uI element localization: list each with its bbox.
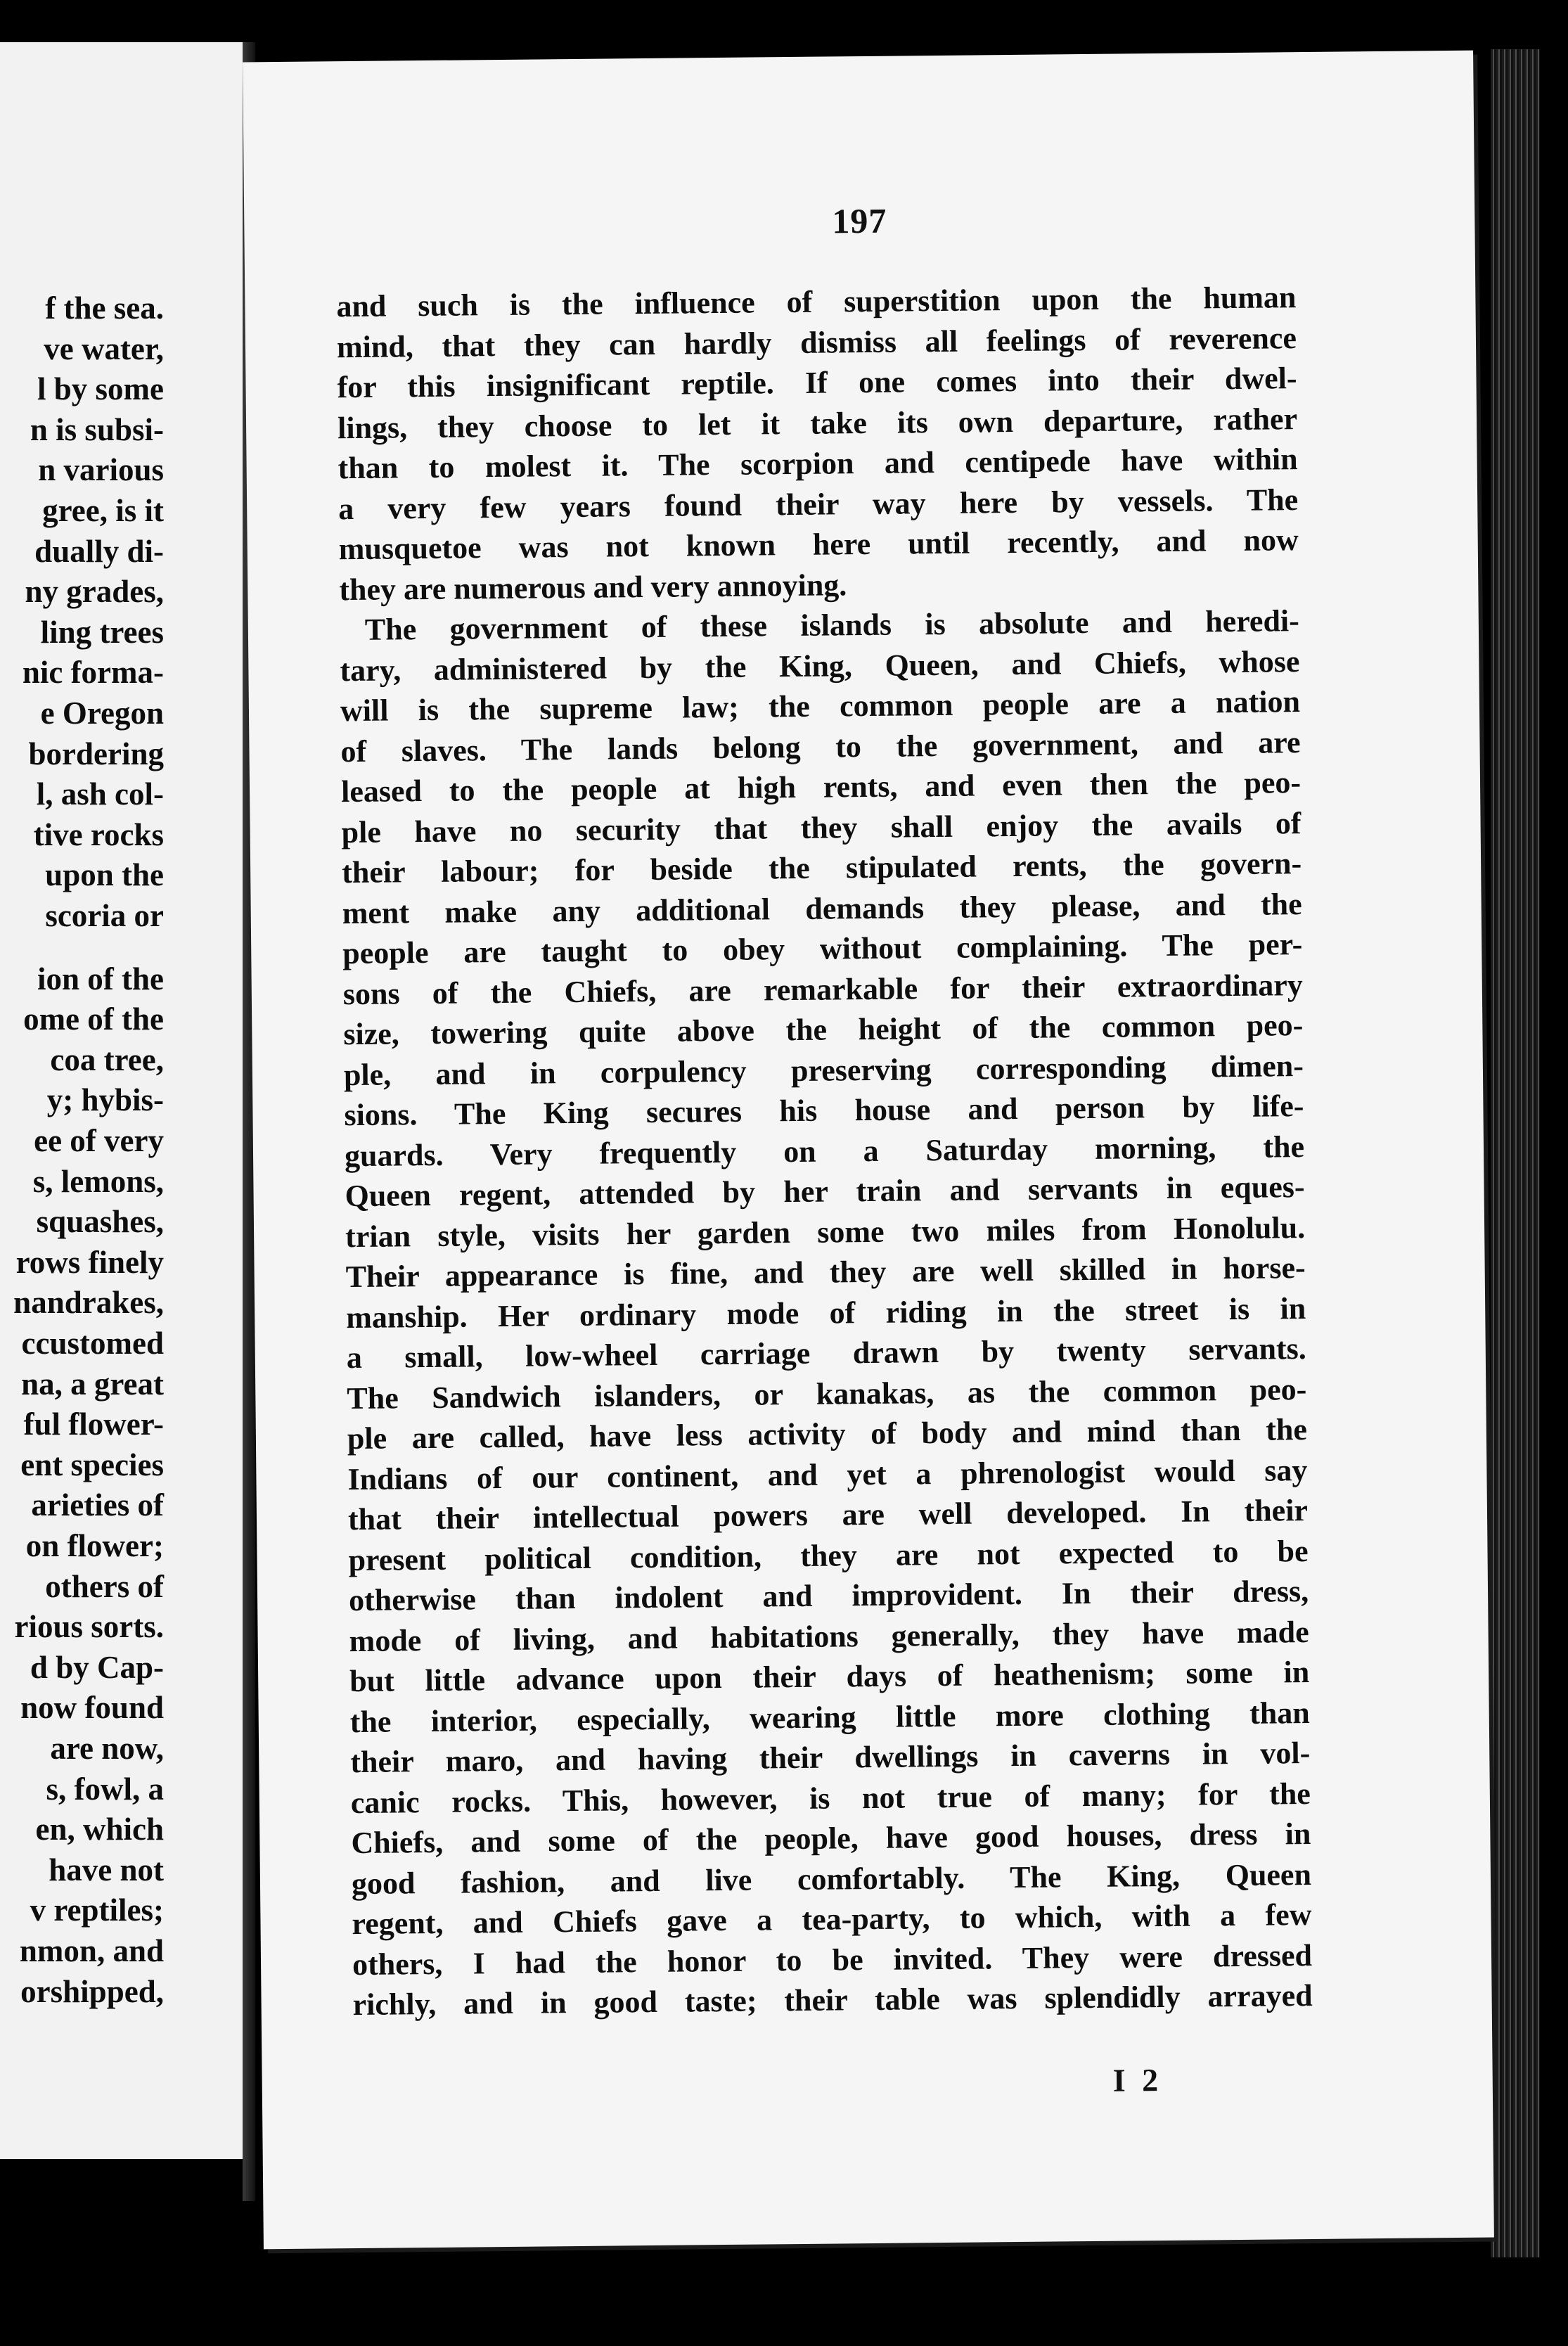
left-page-line: v reptiles;	[30, 1892, 164, 1928]
left-page-line: ve water,	[44, 331, 164, 366]
left-page-line: ny grades,	[25, 574, 164, 610]
left-page-line: s, lemons,	[32, 1163, 164, 1199]
text-line: mode of living, and habitations generally, they have made	[349, 1614, 1309, 1658]
page-edge-stack	[1491, 49, 1540, 2257]
text-line: lings, they choose to let it take its own departure, rather	[337, 401, 1298, 445]
left-page-line: e Oregon	[40, 696, 164, 731]
text-line: Chiefs, and some of the people, have good houses, dress in	[351, 1816, 1311, 1861]
left-page-line: d by Cap-	[30, 1649, 164, 1685]
text-line: people are taught to obey without complaining. The per-	[342, 927, 1303, 971]
left-page-line: ccustomed	[21, 1326, 164, 1361]
left-page	[0, 42, 245, 2159]
left-page-line: orshipped,	[20, 1973, 164, 2009]
text-line: manship. Her ordinary mode of riding in the street is in	[346, 1290, 1306, 1335]
text-line: ple have no security that they shall enjoy the avails of	[341, 805, 1302, 850]
text-line: size, towering quite above the height of the common peo-	[343, 1008, 1304, 1052]
left-page-line: ee of very	[34, 1123, 164, 1158]
left-page-line: n various	[38, 452, 164, 488]
text-line: a very few years found their way here by vessels. The	[338, 482, 1299, 526]
text-line: their maro, and having their dwellings in caverns in vol-	[350, 1736, 1311, 1780]
left-page-line: have not	[49, 1852, 164, 1887]
left-page-line: upon the	[45, 857, 164, 893]
text-line: guards. Very frequently on a Saturday morning, the	[344, 1129, 1305, 1173]
text-line: leased to the people at high rents, and even then the peo-	[340, 765, 1302, 809]
left-page-line: others of	[45, 1568, 164, 1604]
page-number: 197	[832, 200, 887, 241]
text-line: mind, that they can hardly dismiss all feelings of reverence	[336, 320, 1297, 364]
text-line: others, I had the honor to be invited. They were dressed	[352, 1937, 1313, 1982]
left-page-line: tive rocks	[33, 816, 164, 852]
left-page-line: f the sea.	[45, 290, 164, 326]
text-line: of slaves. The lands belong to the government, and are	[340, 724, 1301, 769]
text-line: and such is the influence of superstition upon the human	[336, 280, 1297, 324]
text-line: richly, and in good taste; their table was splendidly arrayed	[352, 1978, 1313, 2023]
left-page-line: ling trees	[40, 614, 164, 650]
left-page-line: scoria or	[45, 898, 164, 933]
text-line: but little advance upon their days of heathenism; some in	[349, 1655, 1310, 1699]
text-line: The Sandwich islanders, or kanakas, as the common peo-	[347, 1371, 1307, 1416]
text-line: tary, administered by the King, Queen, and Chiefs, whose	[340, 643, 1300, 688]
text-line: ple, and in corpulency preserving corresponding dimen-	[343, 1048, 1304, 1092]
paragraph-start-line: The government of these islands is absolute and heredi-	[364, 603, 1300, 647]
text-line: a small, low-wheel carriage drawn by twenty servants.	[346, 1331, 1306, 1376]
left-page-line: l, ash col-	[36, 776, 164, 812]
left-page-line: ome of the	[23, 1001, 164, 1037]
text-line: that their intellectual powers are well developed. In their	[347, 1493, 1309, 1537]
left-page-line: coa tree,	[50, 1041, 164, 1077]
left-page-line: gree, is it	[42, 493, 164, 528]
text-line: Queen regent, attended by her train and servants in eques-	[345, 1169, 1305, 1214]
text-line: ment make any additional demands they please, and the	[342, 886, 1302, 930]
text-line: their labour; for beside the stipulated rents, the govern-	[341, 846, 1302, 890]
text-line: present political condition, they are not expected to be	[348, 1533, 1309, 1577]
text-line: trian style, visits her garden some two miles from Honolulu.	[345, 1210, 1306, 1254]
text-line: canic rocks. This, however, is not true of many; for the	[350, 1776, 1311, 1820]
text-line: good fashion, and live comfortably. The King, Queen	[351, 1857, 1312, 1901]
text-line: ple are called, have less activity of body and mind than the	[347, 1412, 1308, 1456]
left-page-line: bordering	[28, 736, 164, 771]
text-line: the interior, especially, wearing little more clothing than	[349, 1695, 1310, 1739]
text-line: musquetoe was not known here until recently, and now	[338, 523, 1299, 567]
text-line: otherwise than indolent and improvident. In their dress,	[348, 1574, 1309, 1618]
left-page-line: arieties of	[31, 1487, 164, 1523]
body-text	[336, 277, 1313, 2025]
text-line: than to molest it. The scorpion and centipede have within	[338, 442, 1298, 486]
left-page-line: nic forma-	[22, 655, 164, 691]
left-page-line: rious sorts.	[14, 1609, 164, 1645]
left-page-line: squashes,	[36, 1204, 164, 1240]
left-page-line: ful flower-	[23, 1406, 164, 1442]
right-page	[243, 51, 1494, 2250]
text-line: will is the supreme law; the common people are a nation	[340, 684, 1301, 729]
left-page-line: nmon, and	[19, 1933, 164, 1968]
left-page-line: en, which	[35, 1812, 164, 1847]
text-line: they are numerous and very annoying.	[339, 567, 847, 607]
left-page-line: on flower;	[25, 1528, 164, 1563]
text-line: sons of the Chiefs, are remarkable for their extraordinary	[342, 967, 1304, 1011]
text-line: Indians of our continent, and yet a phrenologist would say	[347, 1452, 1308, 1496]
text-line: for this insignificant reptile. If one comes into their dwel-	[337, 361, 1297, 405]
left-page-line: nandrakes,	[13, 1285, 164, 1321]
left-page-line: y; hybis-	[46, 1082, 164, 1118]
left-page-line: rows finely	[15, 1244, 164, 1280]
left-page-line: l by some	[37, 371, 164, 407]
text-line: regent, and Chiefs gave a tea-party, to which, with a few	[352, 1897, 1312, 1942]
signature-mark: I 2	[1112, 2062, 1163, 2098]
left-page-line: ent species	[20, 1447, 164, 1482]
left-page-line: n is subsi-	[30, 411, 164, 447]
left-page-line: are now,	[50, 1731, 164, 1766]
text-line: sions. The King secures his house and person by life-	[344, 1089, 1304, 1133]
left-page-line: now found	[20, 1690, 164, 1726]
left-page-line: s, fowl, a	[46, 1771, 164, 1807]
left-page-line: ion of the	[37, 961, 164, 996]
left-page-line: dually di-	[34, 533, 164, 569]
left-page-line: na, a great	[21, 1366, 164, 1402]
text-line: Their appearance is fine, and they are well skilled in horse-	[345, 1250, 1306, 1295]
